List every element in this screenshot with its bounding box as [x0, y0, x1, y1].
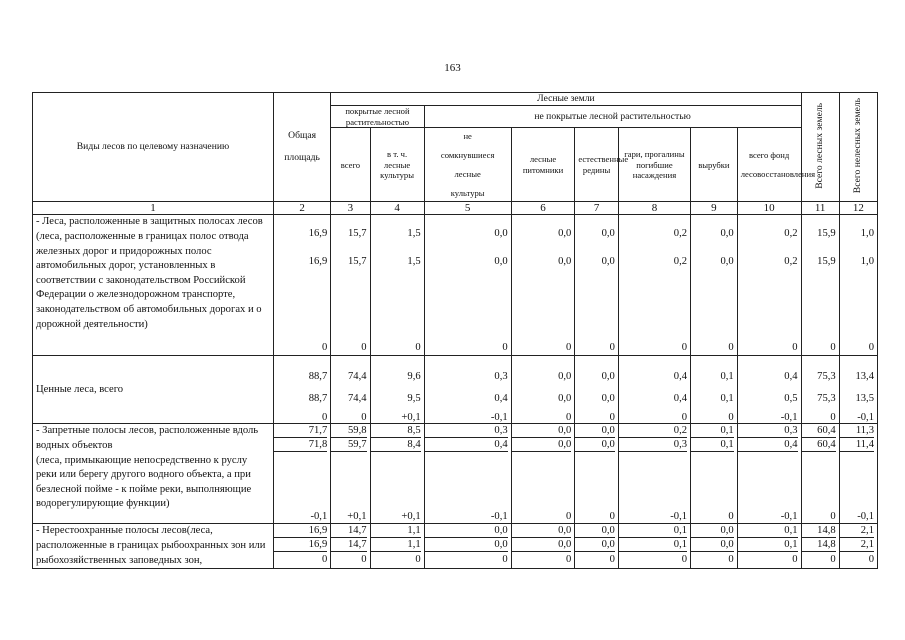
data-cell: 60,4 60,4 0: [801, 424, 839, 524]
data-cell: 0,4 0,4 0: [618, 356, 690, 424]
column-number: 1: [33, 202, 274, 215]
column-number: 11: [801, 202, 839, 215]
column-number: 4: [370, 202, 424, 215]
data-cell: 1,5 1,5 0: [370, 215, 424, 356]
data-cell: 0,2 0,2 0: [737, 215, 801, 356]
header-all: всего: [331, 128, 370, 202]
data-cell: 74,4 74,4 0: [331, 356, 370, 424]
data-cell: 0,0 0,0 0: [424, 215, 511, 356]
data-cell: 0,0 0,0 0: [424, 524, 511, 569]
data-cell: 0,0 0,0 0: [511, 215, 575, 356]
data-cell: 9,6 9,5 +0,1: [370, 356, 424, 424]
header-cuttings: вырубки: [691, 128, 738, 202]
data-cell: 0,0 0,0 0: [511, 424, 575, 524]
header-cultures: в т. ч. лесные культуры: [370, 128, 424, 202]
data-cell: 2,1 2,1 0: [839, 524, 877, 569]
header-uncovered: не покрытые лесной растительностью: [424, 105, 801, 127]
header-forest-lands: Лесные земли: [331, 93, 801, 106]
header-unclosed-cultures: не сомкнувшиеся лесные культуры: [424, 128, 511, 202]
column-number: 12: [839, 202, 877, 215]
page-number: 163: [444, 62, 461, 74]
column-number: 10: [737, 202, 801, 215]
data-cell: 0,0 0,0 0: [575, 356, 619, 424]
forest-land-table: [32, 92, 878, 569]
data-cell: 0,4 0,5 -0,1: [737, 356, 801, 424]
column-number: 7: [575, 202, 619, 215]
data-cell: 15,9 15,9 0: [801, 215, 839, 356]
data-cell: 0,1 0,1 0: [618, 524, 690, 569]
header-burnt-areas: гари, прогалины погибшие насаждения: [618, 128, 690, 202]
data-cell: 0,2 0,2 0: [618, 215, 690, 356]
row-label: - Запретные полосы лесов, расположенные вдоль водных объектов (леса, примыкающие непосредственно к руслу реки или берегу другого водного объекта, а при безлесной пойме - к пойме реки, выполняющие водорегулирующие функции): [33, 424, 274, 524]
header-nurseries: лесные питомники: [511, 128, 575, 202]
data-cell: 0,1 0,1 0: [737, 524, 801, 569]
data-cell: 0,0 0,0 0: [511, 524, 575, 569]
data-cell: 0,0 0,0 0: [575, 424, 619, 524]
header-reforestation-fund: всего фонд лесовосстановления: [737, 128, 801, 202]
table-row: [33, 524, 878, 569]
header-nonforest-total: Всего нелесных земель: [839, 93, 877, 202]
column-number: 9: [691, 202, 738, 215]
data-cell: 0,1 0,1 0: [691, 424, 738, 524]
column-number: 3: [331, 202, 370, 215]
data-cell: 14,7 14,7 0: [331, 524, 370, 569]
data-cell: 0,0 0,0 0: [575, 524, 619, 569]
row-label: - Леса, расположенные в защитных полосах лесов (леса, расположенные в границах полос отвода железных дорог и придорожных полос автомобильных дорог, установленных в соответствии с законодательством Российской Федерации о железнодорожном транспорте, законодательством об автомобильных дорогах и о дорожной деятельности): [33, 215, 274, 356]
data-cell: 1,1 1,1 0: [370, 524, 424, 569]
table-row: [33, 215, 878, 356]
data-cell: 0,0 0,0 0: [575, 215, 619, 356]
data-cell: 75,3 75,3 0: [801, 356, 839, 424]
data-cell: 0,0 0,0 0: [511, 356, 575, 424]
data-cell: 15,7 15,7 0: [331, 215, 370, 356]
data-cell: 0,1 0,1 0: [691, 356, 738, 424]
data-cell: 13,4 13,5 -0,1: [839, 356, 877, 424]
table-row: [33, 356, 878, 424]
row-label: - Нерестоохранные полосы лесов(леса, расположенные в границах рыбоохранных зон или рыбохозяйственных заповедных зон,: [33, 524, 274, 569]
data-cell: 0,3 0,4 -0,1: [424, 356, 511, 424]
header-forest-total: Всего лесных земель: [801, 93, 839, 202]
data-cell: 0,3 0,4 -0,1: [737, 424, 801, 524]
header-total-area: Общая площадь: [273, 93, 330, 202]
data-cell: 11,3 11,4 -0,1: [839, 424, 877, 524]
column-number: 8: [618, 202, 690, 215]
header-covered: покрытые лесной растительностью: [331, 105, 424, 127]
data-cell: 14,8 14,8 0: [801, 524, 839, 569]
data-cell: 88,7 88,7 0: [273, 356, 330, 424]
header-type: Виды лесов по целевому назначению: [33, 93, 274, 202]
header-natural-sparse: естественные редины: [575, 128, 619, 202]
data-cell: 59,8 59,7 +0,1: [331, 424, 370, 524]
data-cell: 0,2 0,3 -0,1: [618, 424, 690, 524]
data-cell: 8,5 8,4 +0,1: [370, 424, 424, 524]
column-number: 5: [424, 202, 511, 215]
column-numbers-row: [33, 202, 878, 215]
data-cell: 0,3 0,4 -0,1: [424, 424, 511, 524]
data-cell: 1,0 1,0 0: [839, 215, 877, 356]
data-cell: 0,0 0,0 0: [691, 215, 738, 356]
row-label: Ценные леса, всего: [33, 356, 274, 424]
column-number: 2: [273, 202, 330, 215]
data-cell: 0,0 0,0 0: [691, 524, 738, 569]
table-row: [33, 424, 878, 524]
data-cell: 16,9 16,9 0: [273, 215, 330, 356]
data-cell: 16,9 16,9 0: [273, 524, 330, 569]
column-number: 6: [511, 202, 575, 215]
data-cell: 71,7 71,8 -0,1: [273, 424, 330, 524]
